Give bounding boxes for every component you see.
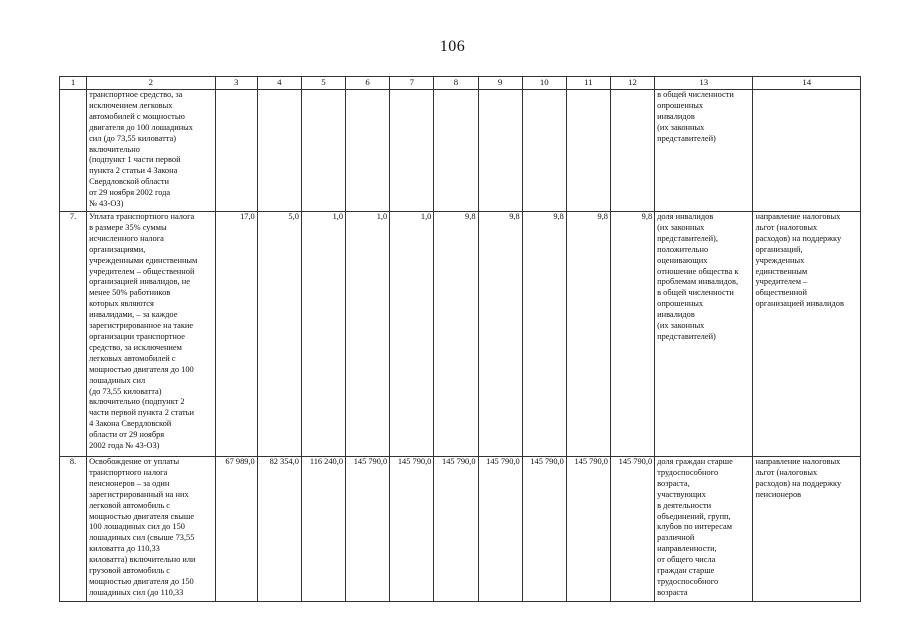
column-header: 6 [346, 77, 390, 90]
value-cell [610, 90, 654, 212]
table-row [60, 212, 861, 457]
value-cell: 145 790,0 [566, 457, 610, 602]
row-number: 8. [60, 457, 87, 602]
value-cell: 82 354,0 [257, 457, 301, 602]
column-header: 13 [655, 77, 753, 90]
value-cell: 9,8 [434, 212, 478, 457]
value-cell: 1,0 [390, 212, 434, 457]
value-cell: 1,0 [346, 212, 390, 457]
value-cell: 17,0 [215, 212, 257, 457]
value-cell: 67 989,0 [215, 457, 257, 602]
value-cell: 145 790,0 [478, 457, 522, 602]
tax-benefits-table [59, 76, 861, 602]
column-header: 7 [390, 77, 434, 90]
value-cell [522, 90, 566, 212]
column-header: 11 [566, 77, 610, 90]
indicator-text: в общей численности опрошенных инвалидов (их законных представителей) [655, 90, 753, 212]
value-cell [434, 90, 478, 212]
value-cell [478, 90, 522, 212]
benefit-description: Освобождение от уплаты транспортного налога пенсионеров – за один зарегистрированный на них легковой автомобиль с мощностью двигателя свыше 100 лошадиных сил до 150 лошадиных сил (свыше 73,55 киловатта до 110,33 киловатта) включительно или грузовой автомобиль с мощностью двигателя до 150 лошадиных сил (до 110,33 [87, 457, 215, 602]
column-header: 14 [753, 77, 861, 90]
benefit-description: транспортное средство, за исключением легковых автомобилей с мощностью двигателя до 100 лошадиных сил (до 73,55 киловатта) включительно (подпункт 1 части первой пункта 2 статьи 4 Закона Свердловской области от 29 ноября 2002 года № 43-ОЗ) [87, 90, 215, 212]
column-number-header-row [60, 77, 861, 90]
row-number: 7. [60, 212, 87, 457]
value-cell: 1,0 [301, 212, 345, 457]
value-cell: 145 790,0 [522, 457, 566, 602]
value-cell: 5,0 [257, 212, 301, 457]
column-header: 4 [257, 77, 301, 90]
column-header: 2 [87, 77, 215, 90]
value-cell: 145 790,0 [390, 457, 434, 602]
direction-text [753, 90, 861, 212]
value-cell: 9,8 [522, 212, 566, 457]
table-row [60, 457, 861, 602]
value-cell [215, 90, 257, 212]
value-cell: 9,8 [610, 212, 654, 457]
value-cell [346, 90, 390, 212]
value-cell: 9,8 [566, 212, 610, 457]
value-cell [566, 90, 610, 212]
column-header: 1 [60, 77, 87, 90]
value-cell: 145 790,0 [434, 457, 478, 602]
value-cell: 116 240,0 [301, 457, 345, 602]
column-header: 12 [610, 77, 654, 90]
table-row [60, 90, 861, 212]
value-cell [301, 90, 345, 212]
column-header: 9 [478, 77, 522, 90]
page-number: 106 [439, 38, 466, 55]
value-cell: 145 790,0 [346, 457, 390, 602]
value-cell [390, 90, 434, 212]
column-header: 8 [434, 77, 478, 90]
direction-text: направление налоговых льгот (налоговых расходов) на поддержку пенсионеров [753, 457, 861, 602]
value-cell: 145 790,0 [610, 457, 654, 602]
direction-text: направление налоговых льгот (налоговых расходов) на поддержку организаций, учрежденных единственным учредителем – общественной организацией инвалидов [753, 212, 861, 457]
indicator-text: доля инвалидов (их законных представителей), положительно оценивающих отношение общества к проблемам инвалидов, в общей численности опрошенных инвалидов (их законных представителей) [655, 212, 753, 457]
column-header: 5 [301, 77, 345, 90]
column-header: 10 [522, 77, 566, 90]
benefit-description: Уплата транспортного налога в размере 35% суммы исчисленного налога организациями, учрежденными единственным учредителем – общественной организацией инвалидов, не менее 50% работников которых являются инвалидами, – за каждое зарегистрированное на такие организации транспортное средство, за исключением легковых автомобилей с мощностью двигателя до 100 лошадиных сил (до 73,55 киловатта) включительно (подпункт 2 части первой пункта 2 статьи 4 Закона Свердловской области от 29 ноября 2002 года № 43-ОЗ) [87, 212, 215, 457]
value-cell [257, 90, 301, 212]
value-cell: 9,8 [478, 212, 522, 457]
indicator-text: доля граждан старше трудоспособного возраста, участвующих в деятельности объединений, групп, клубов по интересам различной направленности, от общего числа граждан старше трудоспособного возраста [655, 457, 753, 602]
column-header: 3 [215, 77, 257, 90]
row-number [60, 90, 87, 212]
